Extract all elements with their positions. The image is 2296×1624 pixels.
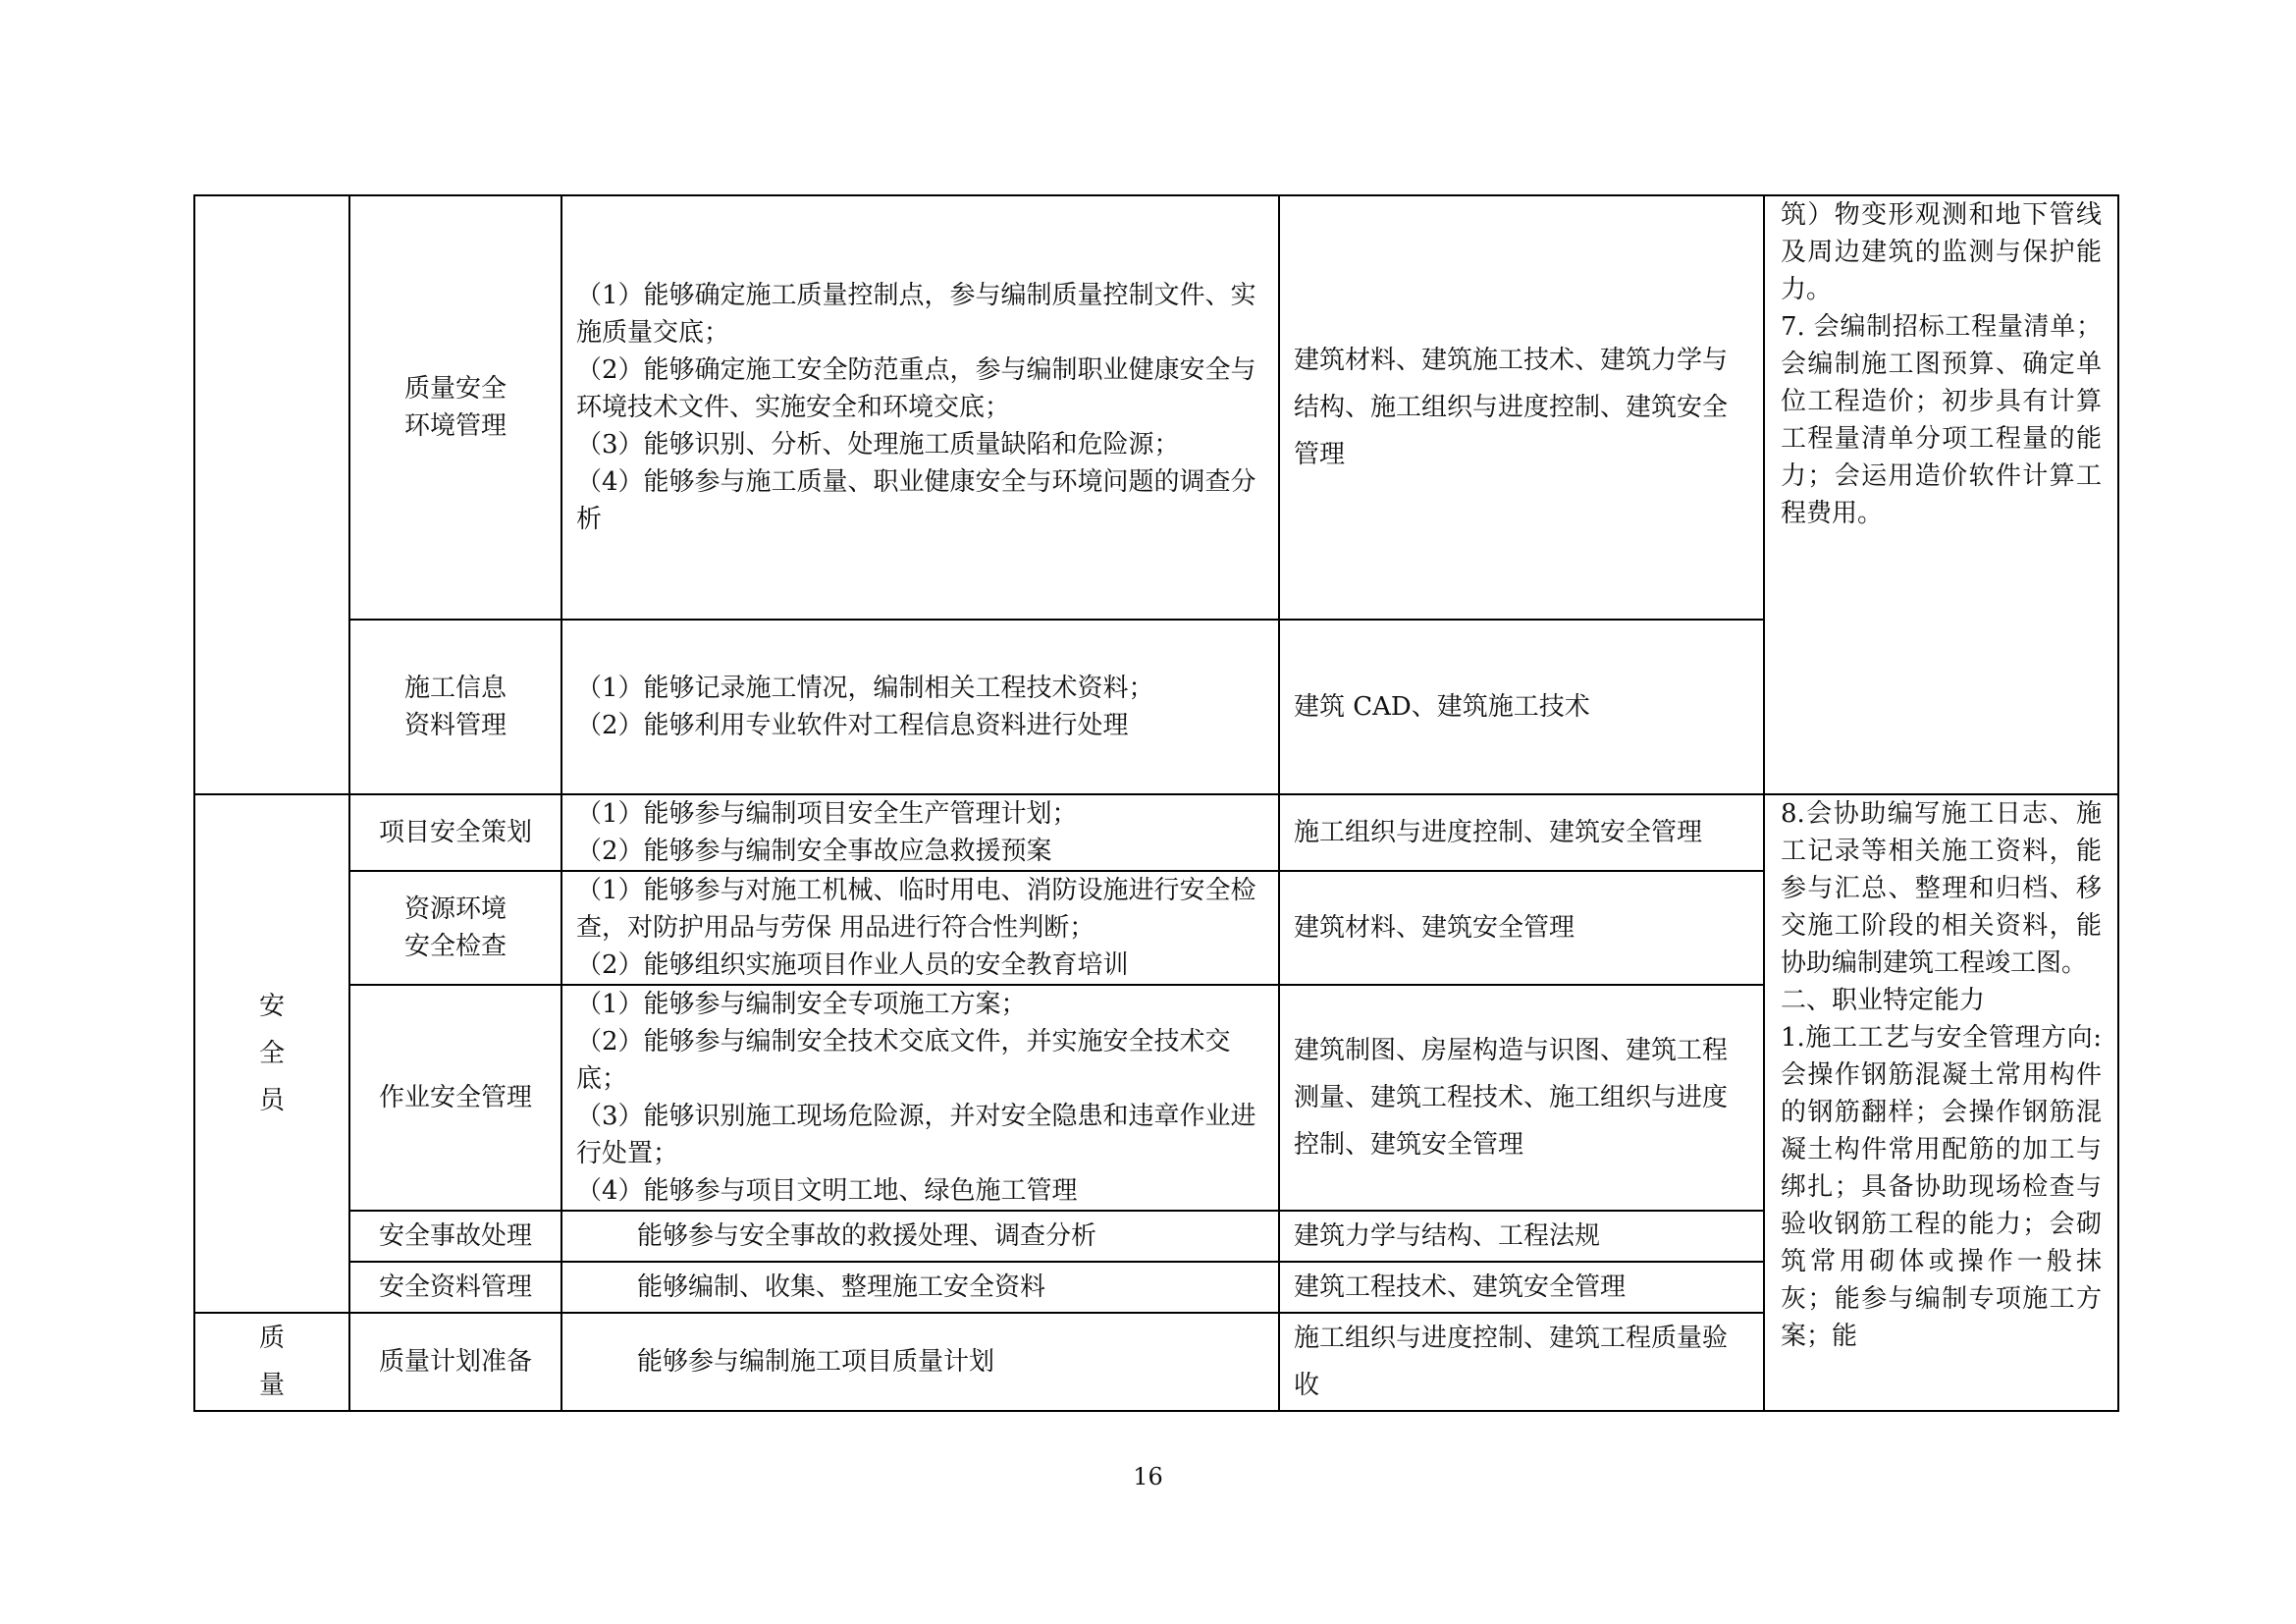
courses-cell [1279, 794, 1764, 871]
area-text: 作业安全管理 [378, 1083, 532, 1112]
area-text: 安全资料管理 [378, 1272, 532, 1302]
courses-text: 建筑材料、建筑施工技术、建筑力学与结构、施工组织与进度控制、建筑安全管理 [1294, 346, 1729, 469]
area-text: 资源环境 安全检查 [403, 894, 507, 961]
table-row [194, 195, 2118, 620]
area-cell [349, 1313, 561, 1411]
requirements-cell [561, 1313, 1279, 1411]
role-char: 全 [258, 1039, 285, 1068]
role-char: 安 [258, 992, 285, 1021]
requirements-text: （1）能够确定施工质量控制点，参与编制质量控制文件、实施质量交底； （2）能够确定施工安全防范重点，参与编制职业健康安全与环境技术文件、实施安全和环境交底； （3）能够识别、分析、处理施工质量缺陷和危险源； （4）能够参与施工质量、职业健康安全与环境问题的调查分析 [576, 281, 1256, 534]
role-char: 员 [258, 1086, 285, 1115]
area-cell [349, 195, 561, 620]
courses-cell [1279, 195, 1764, 620]
requirements-text: 能够参与编制施工项目质量计划 [637, 1347, 995, 1377]
area-text: 安全事故处理 [378, 1221, 532, 1251]
area-cell [349, 1211, 561, 1262]
area-text: 质量安全 环境管理 [403, 374, 507, 441]
competency-table [193, 194, 2119, 1412]
role-cell-quality [194, 1313, 349, 1411]
area-cell [349, 794, 561, 871]
area-text: 质量计划准备 [378, 1347, 532, 1377]
page-number: 16 [1133, 1463, 1163, 1490]
role-char: 质 [258, 1324, 285, 1353]
area-text: 施工信息 资料管理 [403, 674, 507, 740]
area-cell [349, 985, 561, 1211]
courses-text: 建筑 CAD、建筑施工技术 [1294, 692, 1590, 722]
area-cell [349, 871, 561, 985]
ability-text-2: 8.会协助编写施工日志、施工记录等相关施工资料，能参与汇总、整理和归档、移交施工阶段的相关资料，能协助编制建筑工程竣工图。 二、职业特定能力 1.施工工艺与安全管理方向:会操作钢筋混凝土常用构件的钢筋翻样；会操作钢筋混凝土构件常用配筋的加工与绑扎；具备协助现场检查与验收钢筋工程的能力；会砌筑常用砌体或操作一般抹灰；能参与编制专项施工方案；能 [1781, 799, 2102, 1351]
courses-text: 建筑材料、建筑安全管理 [1294, 913, 1575, 943]
requirements-text: 能够编制、收集、整理施工安全资料 [637, 1272, 1046, 1302]
role-cell-continued [194, 195, 349, 794]
courses-text: 建筑力学与结构、工程法规 [1294, 1221, 1601, 1251]
role-text [259, 983, 285, 1124]
role-text [259, 1315, 285, 1409]
ability-cell-2 [1764, 794, 2118, 1411]
area-cell [349, 620, 561, 794]
courses-text: 施工组织与进度控制、建筑工程质量验收 [1294, 1324, 1729, 1400]
ability-text-1: 筑）物变形观测和地下管线及周边建筑的监测与保护能力。 7. 会编制招标工程量清单；会编制施工图预算、确定单位工程造价；初步具有计算工程量清单分项工程量的能力；会运用造价软件计算工程费用。 [1781, 200, 2102, 528]
requirements-cell [561, 1262, 1279, 1313]
requirements-cell [561, 1211, 1279, 1262]
area-cell [349, 1262, 561, 1313]
requirements-cell [561, 871, 1279, 985]
courses-text: 施工组织与进度控制、建筑安全管理 [1294, 818, 1703, 847]
courses-cell [1279, 620, 1764, 794]
requirements-cell [561, 195, 1279, 620]
requirements-text: （1）能够记录施工情况，编制相关工程技术资料； （2）能够利用专业软件对工程信息资料进行处理 [576, 674, 1154, 740]
ability-cell-1 [1764, 195, 2118, 794]
requirements-cell [561, 794, 1279, 871]
requirements-text: （1）能够参与编制安全专项施工方案； （2）能够参与编制安全技术交底文件，并实施安全技术交底； （3）能够识别施工现场危险源，并对安全隐患和违章作业进行处置； （4）能够参与项目文明工地、绿色施工管理 [576, 990, 1256, 1206]
area-text: 项目安全策划 [378, 818, 532, 847]
courses-cell [1279, 1313, 1764, 1411]
requirements-text: （1）能够参与对施工机械、临时用电、消防设施进行安全检查，对防护用品与劳保 用品进行符合性判断； （2）能够组织实施项目作业人员的安全教育培训 [576, 876, 1256, 980]
requirements-text: （1）能够参与编制项目安全生产管理计划； （2）能够参与编制安全事故应急救援预案 [576, 799, 1078, 866]
courses-cell [1279, 1262, 1764, 1313]
courses-cell [1279, 871, 1764, 985]
role-cell-safety-officer [194, 794, 349, 1313]
requirements-cell [561, 620, 1279, 794]
requirements-text: 能够参与安全事故的救援处理、调查分析 [637, 1221, 1097, 1251]
table-row [194, 794, 2118, 871]
courses-cell [1279, 1211, 1764, 1262]
courses-text: 建筑制图、房屋构造与识图、建筑工程测量、建筑工程技术、施工组织与进度控制、建筑安全管理 [1294, 1036, 1729, 1160]
courses-text: 建筑工程技术、建筑安全管理 [1294, 1272, 1627, 1302]
requirements-cell [561, 985, 1279, 1211]
role-char: 量 [258, 1371, 285, 1400]
courses-cell [1279, 985, 1764, 1211]
